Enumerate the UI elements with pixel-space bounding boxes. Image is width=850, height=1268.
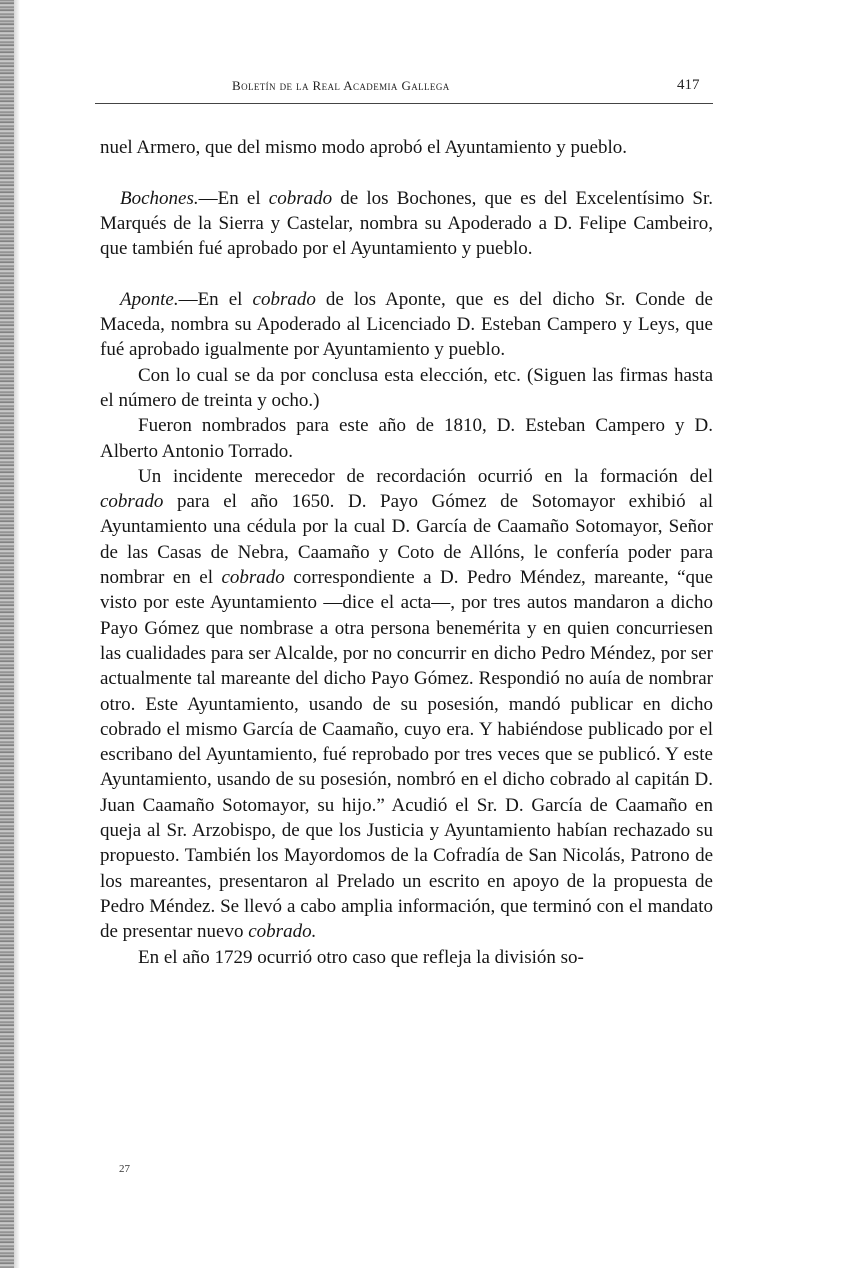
paragraph-nombrados: Fueron nombrados para este año de 1810, D. Esteban Campero y D. Alberto Antonio Torrado. xyxy=(100,415,713,462)
paragraph-bochones: Bochones.—En el cobrado de los Bochones, que es del Excelentísimo Sr. Marqués de la Sierra y Castelar, nombra su Apoderado a D. Felipe Cambeiro, que también fué aprobado por el Ayuntamiento y pueblo. xyxy=(100,187,713,260)
page-binding-edge xyxy=(0,0,14,1268)
term-cobrado: cobrado xyxy=(268,187,333,209)
paragraph-continuation: nuel Armero, que del mismo modo aprobó el Ayuntamiento y pueblo. xyxy=(100,137,627,158)
term-cobrado: cobrado xyxy=(252,288,316,310)
paragraph-aponte: Aponte.—En el cobrado de los Aponte, que es del dicho Sr. Conde de Maceda, nombra su Apoderado al Licenciado D. Esteban Campero y Leys, que fué aprobado igualmente por Ayuntamiento y pueblo. xyxy=(100,288,713,361)
paragraph-lead: Bochones. xyxy=(120,187,199,209)
term-cobrado: cobrado xyxy=(221,567,285,589)
term-cobrado: cobrado xyxy=(100,491,164,513)
running-title: Boletín de la Real Academia Gallega xyxy=(232,78,450,93)
page-number: 417 xyxy=(677,77,700,93)
paragraph-conclusion: Con lo cual se da por conclusa esta elección, etc. (Siguen las firmas hasta el número de treinta y ocho.) xyxy=(100,364,713,411)
term-cobrado: cobrado. xyxy=(248,921,317,943)
printer-signature: 27 xyxy=(119,1163,130,1175)
paragraph-1729: En el año 1729 ocurrió otro caso que refleja la división so- xyxy=(138,946,584,968)
body-text xyxy=(100,135,713,970)
header-rule xyxy=(95,103,713,104)
paragraph-incidente: Un incidente merecedor de recordación ocurrió en la formación del cobrado para el año 1650. D. Payo Gómez de Sotomayor exhibió al Ayuntamiento una cédula por la cual D. García de Caamaño Sotomayor, Señor de las Casas de Nebra, Caamaño y Coto de Allóns, le confería poder para nombrar en el cobrado correspondiente a D. Pedro Méndez, mareante, “que visto por este Ayuntamiento —dice el acta—, por tres autos mandaron a dicho Payo Gómez que nombrase a otra persona benemérita y en quien concurriesen las cualidades para ser Alcalde, por no concurrir en dicho Pedro Méndez, por ser actualmente tal mareante del dicho Payo Gómez. Respondió no auía de nombrar otro. Este Ayuntamiento, usando de su posesión, mandó publicar en dicho cobrado el mismo García de Caamaño, cuyo era. Y habiéndose publicado por el escribano del Ayuntamiento, fué reprobado por tres veces que se publicó. Y este Ayuntamiento, usando de su posesión, nombró en el dicho cobrado al capitán D. Juan Caamaño Sotomayor, su hijo.” Acudió el Sr. D. García de Caamaño en queja al Sr. Arzobispo, de que los Justicia y Ayuntamiento habían rechazado su propuesto. También los Mayordomos de la Cofradía de San Nicolás, Patrono de los mareantes, presentaron al Prelado un escrito en apoyo de la propuesta de Pedro Méndez. Se llevó a cabo amplia información, que terminó con el mandato de presentar nuevo cobrado. xyxy=(100,465,713,943)
paragraph-lead: Aponte. xyxy=(120,288,179,310)
